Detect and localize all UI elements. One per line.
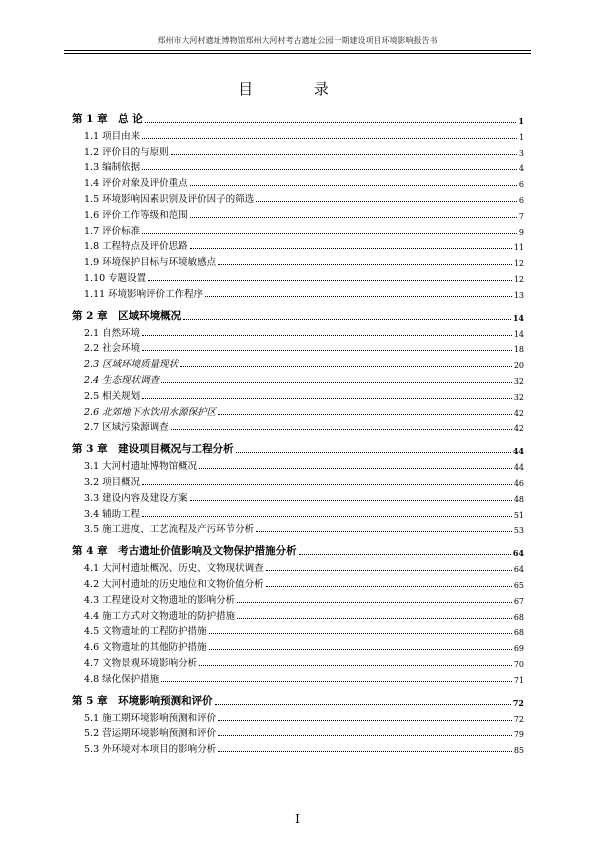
dot-leader [142, 138, 517, 139]
page-title: 目 录 [238, 80, 357, 98]
toc-entry-label: 3.5 施工进度、工艺流程及产污环节分析 [84, 524, 255, 536]
toc-entry-page: 12 [513, 274, 524, 284]
toc-entry-page: 65 [513, 580, 524, 590]
dot-leader [237, 602, 512, 603]
toc-entry-page: 70 [513, 659, 524, 669]
dot-leader [161, 382, 512, 383]
toc-entry-label: 1.8 工程特点及评价思路 [84, 241, 188, 253]
toc-entry-page: 53 [513, 526, 524, 536]
toc-entry-page: 6 [518, 195, 524, 205]
toc-entry-page: 72 [512, 697, 524, 708]
dot-leader [145, 122, 517, 123]
toc-entry-label: 1.7 评价标准 [84, 225, 141, 237]
toc-entry-page: 12 [513, 259, 524, 269]
toc-section-entry[interactable] [72, 268, 524, 284]
toc-entry-label: 5.3 外环境对本项目的影响分析 [84, 744, 217, 756]
dot-leader [142, 233, 517, 234]
toc-section-entry[interactable] [72, 221, 524, 237]
toc-section-entry[interactable] [72, 590, 524, 606]
toc-entry-page: 42 [513, 424, 524, 434]
toc-entry-page: 64 [512, 548, 524, 559]
toc-entry-label: 3.1 大河村遗址博物馆概况 [84, 461, 198, 473]
toc-entry-label: 4.5 文物遗址的工程防护措施 [84, 626, 207, 638]
toc-section-entry[interactable] [72, 708, 524, 724]
toc-entry-page: 69 [513, 644, 524, 654]
toc-section-entry[interactable] [72, 402, 524, 418]
toc-section-entry[interactable] [72, 173, 524, 189]
toc-section-entry[interactable] [72, 205, 524, 221]
toc-section-entry[interactable] [72, 339, 524, 355]
dot-leader [256, 531, 512, 532]
toc-chapter-entry[interactable] [72, 537, 524, 558]
toc-entry-label: 4.1 大河村遗址概况、历史、文物现状调查 [84, 563, 264, 575]
dot-leader [237, 618, 512, 619]
toc-entry-page: 48 [513, 494, 524, 504]
toc-entry-label: 2.2 社会环境 [84, 343, 141, 355]
toc-entry-label: 第 2 章 区域环境概况 [72, 309, 182, 322]
toc-section-entry[interactable] [72, 126, 524, 142]
toc-entry-page: 14 [512, 312, 524, 323]
toc-entry-label: 2.4 生态现状调查 [84, 374, 160, 386]
toc-chapter-entry[interactable] [72, 105, 524, 126]
toc-entry-label: 4.4 施工方式对文物遗址的防护措施 [84, 610, 236, 622]
dot-leader [190, 500, 512, 501]
toc-section-entry[interactable] [72, 669, 524, 685]
toc-entry-label: 4.6 文物遗址的其他防护措施 [84, 642, 207, 654]
toc-entry-page: 7 [518, 211, 524, 221]
dot-leader [142, 516, 512, 517]
toc-section-entry[interactable] [72, 323, 524, 339]
dot-leader [190, 248, 512, 249]
toc-entry-label: 2.6 北郊地下水饮用水源保护区 [84, 406, 217, 418]
toc-entry-page: 14 [513, 329, 524, 339]
toc-entry-page: 13 [513, 290, 524, 300]
dot-leader [215, 704, 511, 705]
toc-section-entry[interactable] [72, 488, 524, 504]
dot-leader [256, 201, 517, 202]
toc-section-entry[interactable] [72, 739, 524, 755]
dot-leader [236, 452, 511, 453]
toc-entry-page: 44 [512, 446, 524, 457]
dot-leader [190, 185, 517, 186]
toc-entry-page: 71 [513, 675, 524, 685]
dot-leader [142, 169, 517, 170]
toc-entry-page: 11 [513, 243, 524, 253]
dot-leader [161, 681, 512, 682]
toc-section-entry[interactable] [72, 158, 524, 174]
toc-section-entry[interactable] [72, 252, 524, 268]
toc-entry-label: 第 5 章 环境影响预测和评价 [72, 694, 213, 707]
toc-section-entry[interactable] [72, 637, 524, 653]
toc-entry-page: 20 [513, 361, 524, 371]
toc-section-entry[interactable] [72, 574, 524, 590]
toc-entry-page: 18 [513, 345, 524, 355]
toc-section-entry[interactable] [72, 284, 524, 300]
toc-entry-label: 1.2 评价目的与原则 [84, 146, 169, 158]
toc-entry-label: 1.5 环境影响因素识别及评价因子的筛选 [84, 193, 255, 205]
toc-section-entry[interactable] [72, 558, 524, 574]
table-of-contents [72, 103, 524, 755]
toc-section-entry[interactable] [72, 520, 524, 536]
toc-entry-label: 第 1 章 总 论 [72, 113, 143, 125]
page-number: I [295, 812, 300, 826]
toc-entry-label: 4.7 文物景观环境影响分析 [84, 657, 198, 669]
toc-section-entry[interactable] [72, 237, 524, 253]
toc-entry-page: 32 [513, 376, 524, 386]
dot-leader [171, 429, 512, 430]
toc-chapter-entry[interactable] [72, 302, 524, 323]
toc-entry-label: 1.10 专题设置 [84, 272, 147, 284]
dot-leader [142, 335, 512, 336]
toc-entry-label: 2.5 相关规划 [84, 390, 141, 402]
toc-entry-label: 1.4 评价对象及评价重点 [84, 178, 188, 190]
dot-leader [183, 319, 511, 320]
toc-section-entry[interactable] [72, 189, 524, 205]
toc-entry-page: 46 [513, 478, 524, 488]
toc-section-entry[interactable] [72, 504, 524, 520]
toc-section-entry[interactable] [72, 456, 524, 472]
toc-section-entry[interactable] [72, 142, 524, 158]
dot-leader [142, 398, 512, 399]
dot-leader [266, 570, 512, 571]
dot-leader [148, 280, 512, 281]
toc-entry-label: 2.7 区域污染源调查 [84, 422, 169, 434]
toc-entry-label: 4.8 绿化保护措施 [84, 673, 160, 685]
toc-entry-label: 1.3 编制依据 [84, 162, 141, 174]
dot-leader [171, 154, 517, 155]
toc-entry-page: 1 [518, 132, 524, 142]
dot-leader [299, 554, 511, 555]
toc-entry-label: 1.6 评价工作等级和范围 [84, 209, 188, 221]
toc-entry-page: 79 [513, 730, 524, 740]
toc-entry-page: 51 [513, 510, 524, 520]
dot-leader [180, 366, 512, 367]
toc-chapter-entry[interactable] [72, 687, 524, 708]
dot-leader [209, 649, 512, 650]
toc-entry-label: 1.9 环境保护目标与环境敏感点 [84, 257, 217, 269]
toc-entry-label: 第 3 章 建设项目概况与工程分析 [72, 443, 234, 456]
toc-entry-page: 67 [513, 596, 524, 606]
dot-leader [218, 414, 512, 415]
toc-section-entry[interactable] [72, 724, 524, 740]
toc-entry-page: 42 [513, 408, 524, 418]
toc-entry-page: 9 [518, 227, 524, 237]
toc-chapter-entry[interactable] [72, 435, 524, 456]
dot-leader [266, 586, 512, 587]
toc-section-entry[interactable] [72, 653, 524, 669]
toc-section-entry[interactable] [72, 370, 524, 386]
toc-entry-label: 4.2 大河村遗址的历史地位和文物价值分析 [84, 578, 264, 590]
toc-entry-label: 1.1 项目由来 [84, 130, 141, 142]
dot-leader [199, 665, 512, 666]
toc-entry-page: 4 [518, 164, 524, 174]
toc-entry-page: 68 [513, 612, 524, 622]
toc-entry-page: 6 [518, 180, 524, 190]
toc-entry-label: 2.3 区域环境质量现状 [84, 359, 179, 371]
toc-entry-page: 64 [513, 565, 524, 575]
dot-leader [209, 633, 512, 634]
dot-leader [218, 751, 512, 752]
toc-entry-page: 32 [513, 392, 524, 402]
toc-entry-label: 3.4 辅助工程 [84, 508, 141, 520]
toc-entry-label: 第 4 章 考古遗址价值影响及文物保护措施分析 [72, 545, 297, 558]
dot-leader [218, 264, 512, 265]
dot-leader [199, 468, 512, 469]
toc-entry-page: 1 [518, 116, 524, 126]
dot-leader [205, 296, 512, 297]
toc-entry-page: 44 [513, 463, 524, 473]
toc-section-entry[interactable] [72, 354, 524, 370]
dot-leader [218, 735, 512, 736]
toc-entry-label: 3.3 建设内容及建设方案 [84, 492, 188, 504]
dot-leader [142, 350, 512, 351]
dot-leader [142, 484, 512, 485]
toc-entry-page: 85 [513, 746, 524, 756]
toc-section-entry[interactable] [72, 472, 524, 488]
toc-section-entry[interactable] [72, 606, 524, 622]
toc-entry-page: 68 [513, 628, 524, 638]
dot-leader [218, 720, 512, 721]
toc-section-entry[interactable] [72, 622, 524, 638]
toc-entry-label: 5.2 营运期环境影响预测和评价 [84, 728, 217, 740]
toc-entry-label: 5.1 施工期环境影响预测和评价 [84, 712, 217, 724]
running-header: 郑州市大河村遗址博物馆郑州大河村考古遗址公园一期建设项目环境影响报告书 [64, 34, 531, 51]
toc-entry-label: 2.1 自然环境 [84, 327, 141, 339]
dot-leader [190, 217, 517, 218]
toc-section-entry[interactable] [72, 418, 524, 434]
toc-section-entry[interactable] [72, 386, 524, 402]
toc-entry-page: 3 [518, 148, 524, 158]
toc-entry-label: 4.3 工程建设对文物遗址的影响分析 [84, 594, 236, 606]
toc-entry-page: 72 [513, 714, 524, 724]
toc-entry-label: 1.11 环境影响评价工作程序 [84, 288, 204, 300]
toc-entry-label: 3.2 项目概况 [84, 476, 141, 488]
